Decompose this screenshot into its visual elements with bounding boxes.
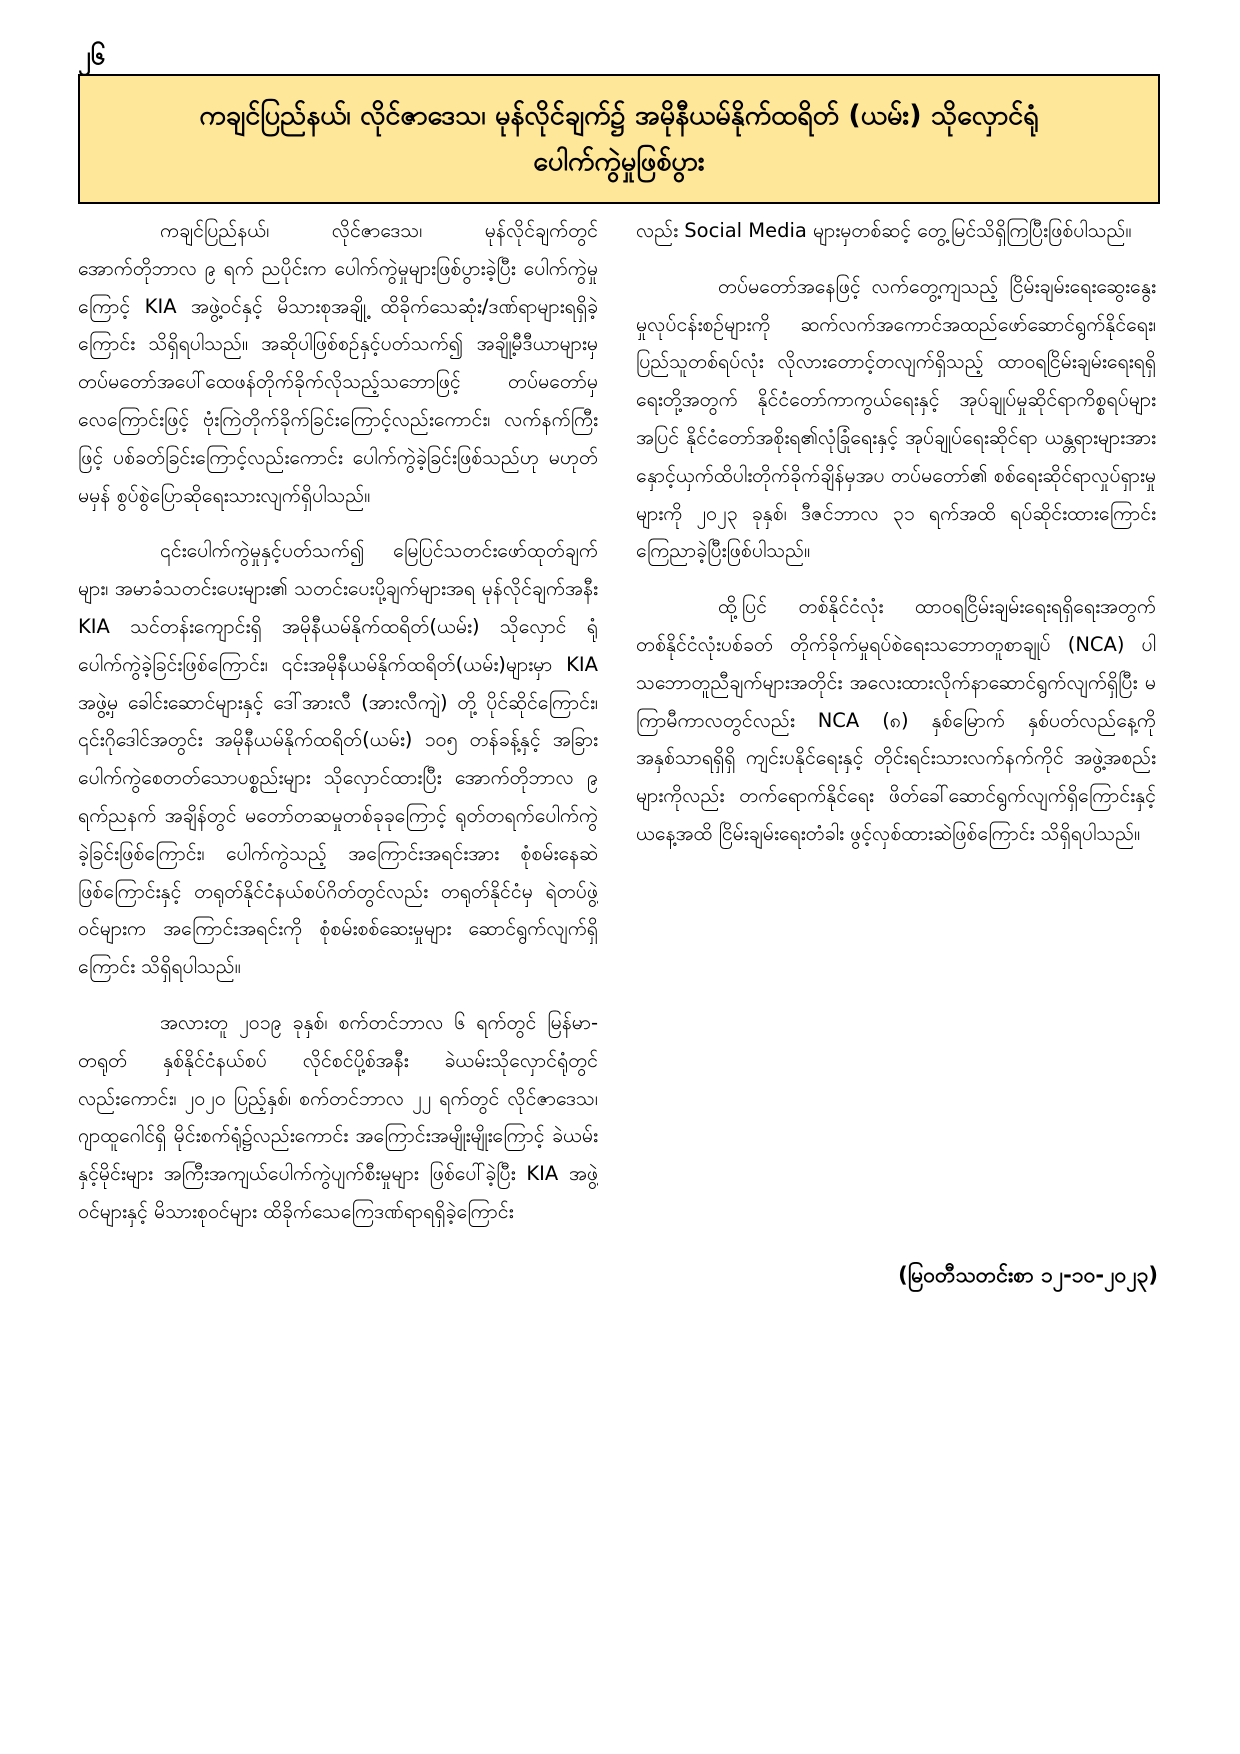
right-paragraph-2: ထို့ပြင် တစ်နိုင်ငံလုံး ထာဝရငြိမ်းချမ်းရေးရရှိရေးအတွက် တစ်နိုင်ငံလုံးပစ်ခတ် တိုက်ခိုက်မှုရပ်စဲရေးသဘောတူစာချုပ် (NCA) ပါသဘောတူညီချက်များအတိုင်း အလေးထားလိုက်နာဆောင်ရွက်လျက်ရှိပြီး မကြာမီကာလတွင်လည်း NCA (၈) နှစ်မြောက် နှစ်ပတ်လည်နေ့ကို အနှစ်သာရရှိရှိ ကျင်းပနိုင်ရေးနှင့် တိုင်းရင်းသားလက်နက်ကိုင် အဖွဲ့အစည်းများကိုလည်း တက်ရောက်နိုင်ရေး ဖိတ်ခေါ်ဆောင်ရွက်လျက်ရှိကြောင်းနှင့် ယနေ့အထိ ငြိမ်းချမ်းရေးတံခါး ဖွင့်လှစ်ထားဆဲဖြစ်ကြောင်း သိရှိရပါသည်။ bbox=[636, 595, 1156, 845]
left-paragraph-3: အလားတူ ၂၀၁၉ ခုနှစ်၊ စက်တင်ဘာလ ၆ ရက်တွင် မြန်မာ-တရုတ် နှစ်နိုင်ငံနယ်စပ် လိုင်စင်ပို့စ်အနီး ခဲယမ်းသိုလှောင်ရုံတွင်လည်းကောင်း၊ ၂၀၂၀ ပြည့်နှစ်၊ စက်တင်ဘာလ ၂၂ ရက်တွင် လိုင်ဇာဒေသ၊ ဂျာထူဂေါင်ရှိ မိုင်းစက်ရုံ၌လည်းကောင်း အကြောင်းအမျိုးမျိုးကြောင့် ခဲယမ်းနှင့်မိုင်းများ အကြီးအကျယ်ပေါက်ကွဲပျက်စီးမှုများ ဖြစ်ပေါ်ခဲ့ပြီး KIA အဖွဲ့ဝင်များနှင့် မိသားစုဝင်များ ထိခိုက်သေကြေဒဏ်ရာရရှိခဲ့ကြောင်း bbox=[78, 1010, 598, 1223]
title-line-1: ကချင်ပြည်နယ်၊ လိုင်ဇာဒေသ၊ မုန်လိုင်ချက်၌ အမိုနီယမ်နိုက်ထရိတ် (ယမ်း) သိုလှောင်ရုံ bbox=[199, 100, 1039, 131]
left-paragraph-1: ကချင်ပြည်နယ်၊ လိုင်ဇာဒေသ၊ မုန်လိုင်ချက်တွင် အောက်တိုဘာလ ၉ ရက် ညပိုင်းက ပေါက်ကွဲမှုများဖြစ်ပွားခဲ့ပြီး ပေါက်ကွဲမှုကြောင့် KIA အဖွဲ့ဝင်နှင့် မိသားစုအချို့ ထိခိုက်သေဆုံး/ဒဏ်ရာများရရှိခဲ့ကြောင်း သိရှိရပါသည်။ အဆိုပါဖြစ်စဉ်နှင့်ပတ်သက်၍ အချို့မီဒီယာများမှ တပ်မတော်အပေါ်ထေဖန်တိုက်ခိုက်လိုသည့်သဘောဖြင့် တပ်မတော်မှ လေကြောင်းဖြင့် ဗုံးကြဲတိုက်ခိုက်ခြင်းကြောင့်လည်းကောင်း၊ လက်နက်ကြီးဖြင့် ပစ်ခတ်ခြင်းကြောင့်လည်းကောင်း ပေါက်ကွဲခဲ့ခြင်းဖြစ်သည်ဟု မဟုတ်မမှန် စွပ်စွဲပြောဆိုရေးသားလျက်ရှိပါသည်။ bbox=[78, 219, 598, 507]
left-paragraph-2: ၎င်းပေါက်ကွဲမှုနှင့်ပတ်သက်၍ မြေပြင်သတင်းဖော်ထုတ်ချက်များ၊ အမာခံသတင်းပေးများ၏ သတင်းပေးပို့ချက်များအရ မုန်လိုင်ချက်အနီး KIA သင်တန်းကျောင်းရှိ အမိုနီယမ်နိုက်ထရိတ်(ယမ်း) သိုလှောင် ရုံပေါက်ကွဲခဲ့ခြင်းဖြစ်ကြောင်း၊ ၎င်းအမိုနီယမ်နိုက်ထရိတ်(ယမ်း)များမှာ KIA အဖွဲ့မှ ခေါင်းဆောင်များနှင့် ဒေါ်အားလီ (အားလီကျဲ) တို့ ပိုင်ဆိုင်ကြောင်း၊ ၎င်းဂိုဒေါင်အတွင်း အမိုနီယမ်နိုက်ထရိတ်(ယမ်း) ၁၀၅ တန်ခန့်နှင့် အခြားပေါက်ကွဲစေတတ်သောပစ္စည်းများ သိုလှောင်ထားပြီး အောက်တိုဘာလ ၉ ရက်ညနက် အချိန်တွင် မတော်တဆမှုတစ်ခုခုကြောင့် ရုတ်တရက်ပေါက်ကွဲခဲ့ခြင်းဖြစ်ကြောင်း၊ ပေါက်ကွဲသည့် အကြောင်းအရင်းအား စုံစမ်းနေဆဲဖြစ်ကြောင်းနှင့် တရုတ်နိုင်ငံနယ်စပ်ဂိတ်တွင်လည်း တရုတ်နိုင်ငံမှ ရဲတပ်ဖွဲ့ဝင်များက အကြောင်းအရင်းကို စုံစမ်းစစ်ဆေးမှုများ ဆောင်ရွက်လျက်ရှိကြောင်း သိရှိရပါသည်။ bbox=[78, 539, 598, 979]
left-column bbox=[78, 212, 598, 1702]
right-continuation: လည်း Social Media များမှတစ်ဆင့် တွေ့မြင်သိရှိကြပြီးဖြစ်ပါသည်။ bbox=[636, 219, 1132, 242]
page-number: ၂၆ bbox=[78, 41, 106, 71]
right-column bbox=[636, 212, 1156, 1212]
title-box bbox=[78, 74, 1160, 204]
right-paragraph-1: တပ်မတော်အနေဖြင့် လက်တွေ့ကျသည့် ငြိမ်းချမ်းရေးဆွေးနွေးမှုလုပ်ငန်းစဉ်များကို ဆက်လက်အကောင်အထည်ဖော်ဆောင်ရွက်နိုင်ရေး၊ ပြည်သူတစ်ရပ်လုံး လိုလားတောင့်တလျက်ရှိသည့် ထာဝရငြိမ်းချမ်းရေးရရှိရေးတို့အတွက် နိုင်ငံတော်ကာကွယ်ရေးနှင့် အုပ်ချုပ်မှုဆိုင်ရာကိစ္စရပ်များအပြင် နိုင်ငံတော်အစိုးရ၏လုံခြုံရေးနှင့် အုပ်ချုပ်ရေးဆိုင်ရာ ယန္တရားများအား နှောင့်ယှက်ထိပါးတိုက်ခိုက်ချိန်မှအပ တပ်မတော်၏ စစ်ရေးဆိုင်ရာလှုပ်ရှားမှုများကို ၂၀၂၃ ခုနှစ်၊ ဒီဇင်ဘာလ ၃၁ ရက်အထိ ရပ်ဆိုင်းထားကြောင်း ကြေညာခဲ့ပြီးဖြစ်ပါသည်။ bbox=[636, 274, 1156, 563]
source-credit: (မြဝတီသတင်းစာ ၁၂-၁၀-၂၀၂၃) bbox=[898, 1263, 1158, 1287]
title-line-2: ပေါက်ကွဲမှုဖြစ်ပွား bbox=[533, 146, 705, 177]
